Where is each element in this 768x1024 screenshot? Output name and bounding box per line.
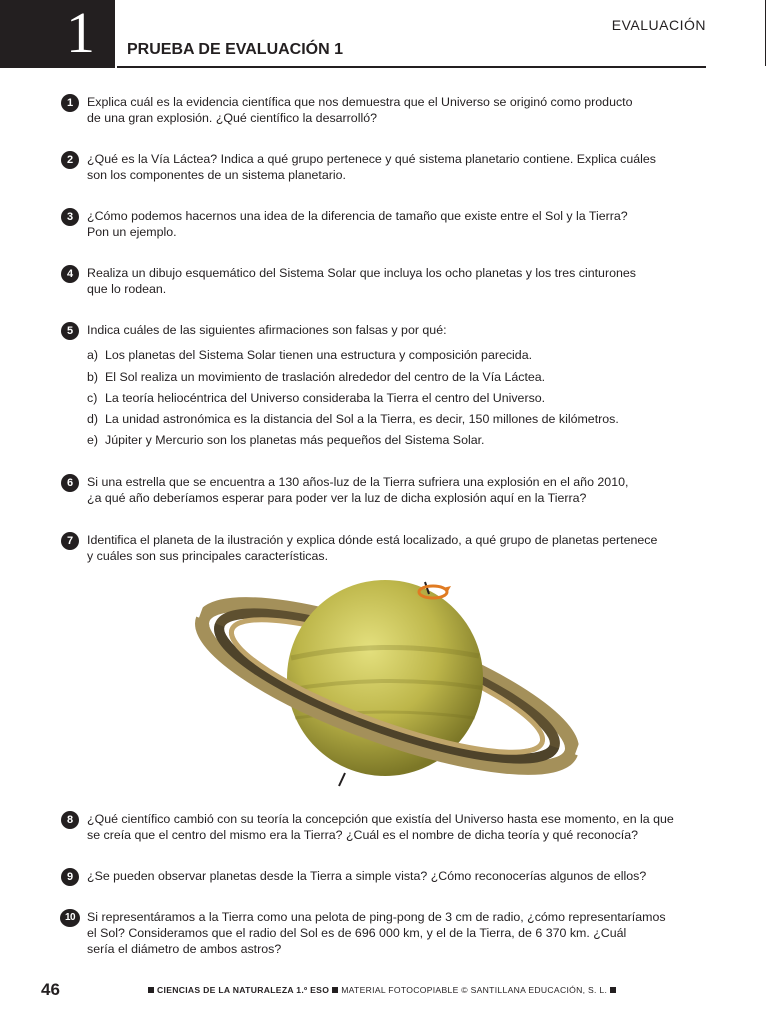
title-divider [117, 66, 706, 68]
option-letter: a) [87, 348, 99, 362]
option-text: Júpiter y Mercurio son los planetas más pequeños del Sistema Solar. [105, 433, 485, 447]
page-title: PRUEBA DE EVALUACIÓN 1 [127, 41, 344, 58]
option-b [87, 369, 707, 385]
question-number-badge: 1 [61, 94, 79, 112]
saturn-illustration [187, 578, 587, 793]
unit-number: 1 [66, 0, 95, 65]
question-number-badge: 8 [61, 811, 79, 829]
question-line: ¿a qué año deberíamos esperar para poder ver la luz de dicha explosión aquí en la Tierra? [87, 491, 587, 505]
page-number: 46 [41, 980, 60, 999]
footer-subject: CIENCIAS DE LA NATURALEZA 1.º ESO [157, 985, 330, 995]
footer-credits [145, 985, 619, 995]
question-2-text [87, 151, 697, 183]
option-text: La teoría heliocéntrica del Universo consideraba la Tierra el centro del Universo. [105, 391, 546, 405]
question-number-badge: 7 [61, 532, 79, 550]
option-text: La unidad astronómica es la distancia del Sol a la Tierra, es decir, 150 millones de kilómetros. [105, 412, 619, 426]
option-c [87, 390, 707, 406]
question-line: ¿Cómo podemos hacernos una idea de la diferencia de tamaño que existe entre el Sol y la Tierra? [87, 209, 628, 223]
question-line: se creía que el centro del mismo era la Tierra? ¿Cuál es el nombre de dicha teoría y qué reconocía? [87, 828, 638, 842]
question-line: ¿Qué científico cambió con su teoría la concepción que existía del Universo hasta ese momento, en la que [87, 812, 674, 826]
square-bullet-icon [610, 987, 616, 993]
question-number-badge: 3 [61, 208, 79, 226]
option-text: Los planetas del Sistema Solar tienen una estructura y composición parecida. [105, 348, 533, 362]
question-4-text [87, 265, 697, 297]
option-a [87, 347, 707, 363]
question-6-text [87, 474, 697, 506]
question-number-badge: 6 [61, 474, 79, 492]
question-line: de una gran explosión. ¿Qué científico la desarrolló? [87, 111, 377, 125]
question-9-text [87, 868, 697, 884]
question-line: Realiza un dibujo esquemático del Sistema Solar que incluya los ocho planetas y los tres cinturones [87, 266, 636, 280]
question-8-text [87, 811, 697, 843]
option-e [87, 432, 707, 448]
edge-divider [765, 0, 766, 66]
option-letter: c) [87, 391, 98, 405]
question-line: son los componentes de un sistema planetario. [87, 168, 346, 182]
question-line: Explica cuál es la evidencia científica que nos demuestra que el Universo se originó como producto [87, 95, 633, 109]
option-letter: e) [87, 433, 99, 447]
footer-rights: MATERIAL FOTOCOPIABLE © SANTILLANA EDUCACIÓN, S. L. [341, 985, 608, 995]
question-line: que lo rodean. [87, 282, 167, 296]
square-bullet-icon [148, 987, 154, 993]
square-bullet-icon [332, 987, 338, 993]
question-line: Identifica el planeta de la ilustración y explica dónde está localizado, a qué grupo de planetas pertenece [87, 533, 658, 547]
option-letter: d) [87, 412, 99, 426]
question-line: Indica cuáles de las siguientes afirmaciones son falsas y por qué: [87, 323, 447, 337]
question-line: Si representáramos a la Tierra como una pelota de ping-pong de 3 cm de radio, ¿cómo representaríamos [87, 910, 666, 924]
question-line: el Sol? Consideramos que el radio del Sol es de 696 000 km, y el de la Tierra, de 6 370 km. ¿Cuál [87, 926, 627, 940]
question-line: Pon un ejemplo. [87, 225, 177, 239]
option-d [87, 411, 707, 427]
option-text: El Sol realiza un movimiento de traslación alrededor del centro de la Vía Láctea. [105, 370, 546, 384]
question-line: ¿Qué es la Vía Láctea? Indica a qué grupo pertenece y qué sistema planetario contiene. Explica cuáles [87, 152, 656, 166]
question-number-badge: 5 [61, 322, 79, 340]
unit-number-box [0, 0, 115, 68]
question-number-badge: 4 [61, 265, 79, 283]
question-line: sería el diámetro de ambos astros? [87, 942, 282, 956]
question-1-text [87, 94, 697, 126]
question-line: Si una estrella que se encuentra a 130 años-luz de la Tierra sufriera una explosión en el año 2010, [87, 475, 629, 489]
question-5-text [87, 322, 697, 338]
question-number-badge: 10 [60, 909, 80, 927]
section-label: EVALUACIÓN [611, 17, 706, 33]
question-number-badge: 9 [61, 868, 79, 886]
question-7-text [87, 532, 697, 564]
question-number-badge: 2 [61, 151, 79, 169]
question-10-text [87, 909, 697, 957]
rotation-axis [339, 773, 345, 786]
question-line: ¿Se pueden observar planetas desde la Tierra a simple vista? ¿Cómo reconocerías algunos de ellos? [87, 869, 647, 883]
option-letter: b) [87, 370, 99, 384]
question-line: y cuáles son sus principales características. [87, 549, 329, 563]
question-3-text [87, 208, 697, 240]
